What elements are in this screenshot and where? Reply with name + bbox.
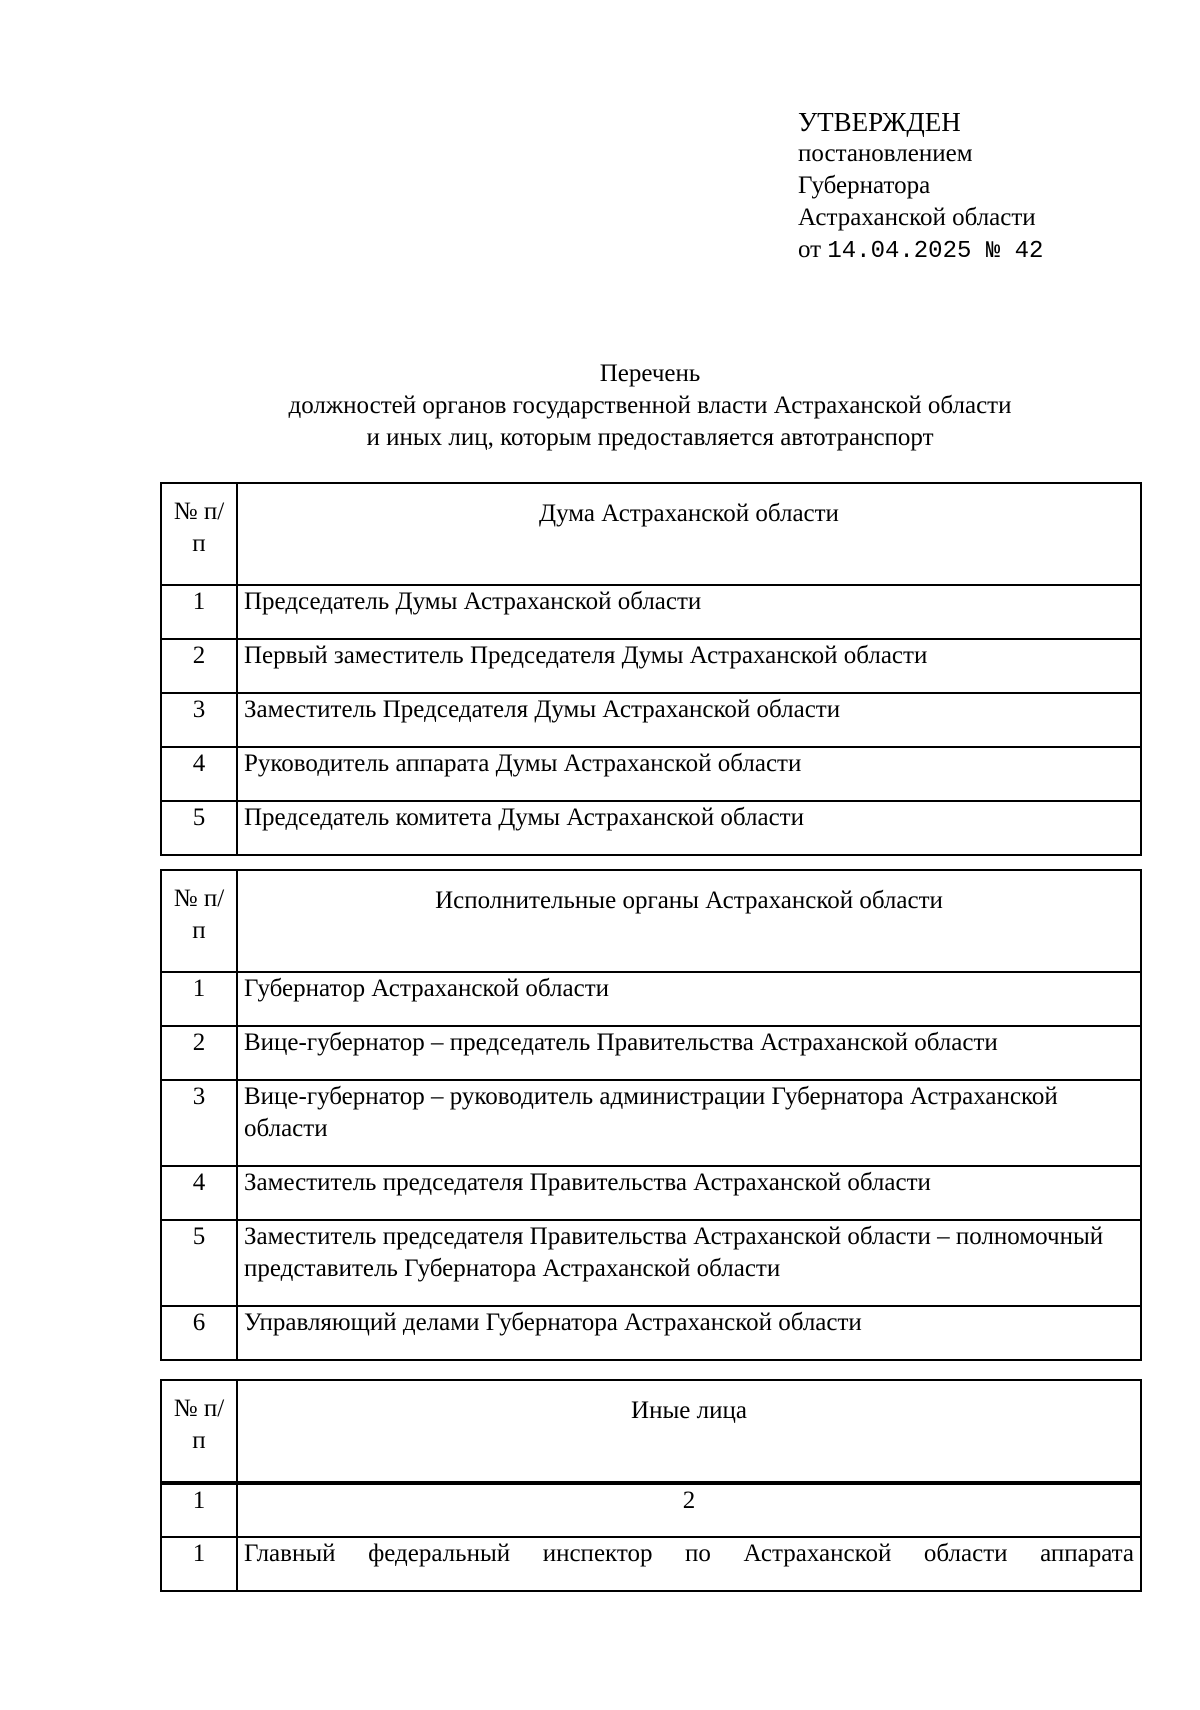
row-position: Председатель Думы Астраханской области	[237, 585, 1141, 639]
table-duma	[160, 482, 1142, 856]
table-row	[161, 747, 1141, 801]
table-row	[161, 1220, 1141, 1306]
approval-region: Астраханской области	[798, 204, 1036, 231]
row-number: 1	[161, 585, 237, 639]
row-number: 4	[161, 1166, 237, 1220]
table-header-row	[161, 1380, 1141, 1483]
document-title	[150, 358, 1150, 454]
table-header-row	[161, 870, 1141, 972]
title-line-1: Перечень	[599, 360, 701, 387]
row-position: Вице-губернатор – руководитель администрации Губернатора Астраханской области	[237, 1080, 1141, 1166]
title-line-2: должностей органов государственной власти Астраханской области	[288, 392, 1012, 419]
row-position: Управляющий делами Губернатора Астраханской области	[237, 1306, 1141, 1360]
column-number: 2	[237, 1483, 1141, 1537]
table-row	[161, 1306, 1141, 1360]
approval-status: УТВЕРЖДЕН	[798, 107, 961, 137]
table-row	[161, 693, 1141, 747]
section-header: Дума Астраханской области	[237, 483, 1141, 585]
table-row	[161, 972, 1141, 1026]
row-position: Председатель комитета Думы Астраханской области	[237, 801, 1141, 855]
row-position: Первый заместитель Председателя Думы Астраханской области	[237, 639, 1141, 693]
table-row	[161, 801, 1141, 855]
row-number: 3	[161, 693, 237, 747]
approval-stamp	[798, 106, 1178, 268]
row-number: 2	[161, 1026, 237, 1080]
num-header: № п/п	[161, 1380, 237, 1483]
num-header: № п/п	[161, 870, 237, 972]
title-line-3: и иных лиц, которым предоставляется автотранспорт	[366, 424, 934, 451]
approval-act-type: постановлением	[798, 140, 973, 167]
section-header: Иные лица	[237, 1380, 1141, 1483]
row-position: Губернатор Астраханской области	[237, 972, 1141, 1026]
table-row	[161, 1026, 1141, 1080]
row-number: 5	[161, 801, 237, 855]
table-row	[161, 1080, 1141, 1166]
row-number: 1	[161, 1537, 237, 1591]
section-header: Исполнительные органы Астраханской области	[237, 870, 1141, 972]
row-position: Главный федеральный инспектор по Астраханской области аппарата	[237, 1537, 1141, 1591]
table-row	[161, 1537, 1141, 1591]
row-number: 3	[161, 1080, 237, 1166]
row-position: Заместитель председателя Правительства Астраханской области – полномочный представитель Губернатора Астраханской области	[237, 1220, 1141, 1306]
row-position: Руководитель аппарата Думы Астраханской области	[237, 747, 1141, 801]
table-other-persons	[160, 1379, 1142, 1592]
row-number: 2	[161, 639, 237, 693]
table-executive	[160, 869, 1142, 1361]
row-number: 4	[161, 747, 237, 801]
table-row	[161, 639, 1141, 693]
row-position: Заместитель Председателя Думы Астраханской области	[237, 693, 1141, 747]
table-header-row	[161, 483, 1141, 585]
row-position: Вице-губернатор – председатель Правительства Астраханской области	[237, 1026, 1141, 1080]
row-number: 6	[161, 1306, 237, 1360]
approval-date-number: 14.04.2025 № 42	[827, 238, 1044, 265]
row-number: 1	[161, 1483, 237, 1537]
row-position: Заместитель председателя Правительства Астраханской области	[237, 1166, 1141, 1220]
approval-authority: Губернатора	[798, 172, 931, 199]
table-row	[161, 585, 1141, 639]
approval-date-prefix: от	[798, 236, 822, 263]
row-number: 5	[161, 1220, 237, 1306]
row-number: 1	[161, 972, 237, 1026]
approval-date-line	[798, 234, 1178, 268]
table-row	[161, 1166, 1141, 1220]
column-number-row	[161, 1483, 1141, 1537]
num-header: № п/п	[161, 483, 237, 585]
